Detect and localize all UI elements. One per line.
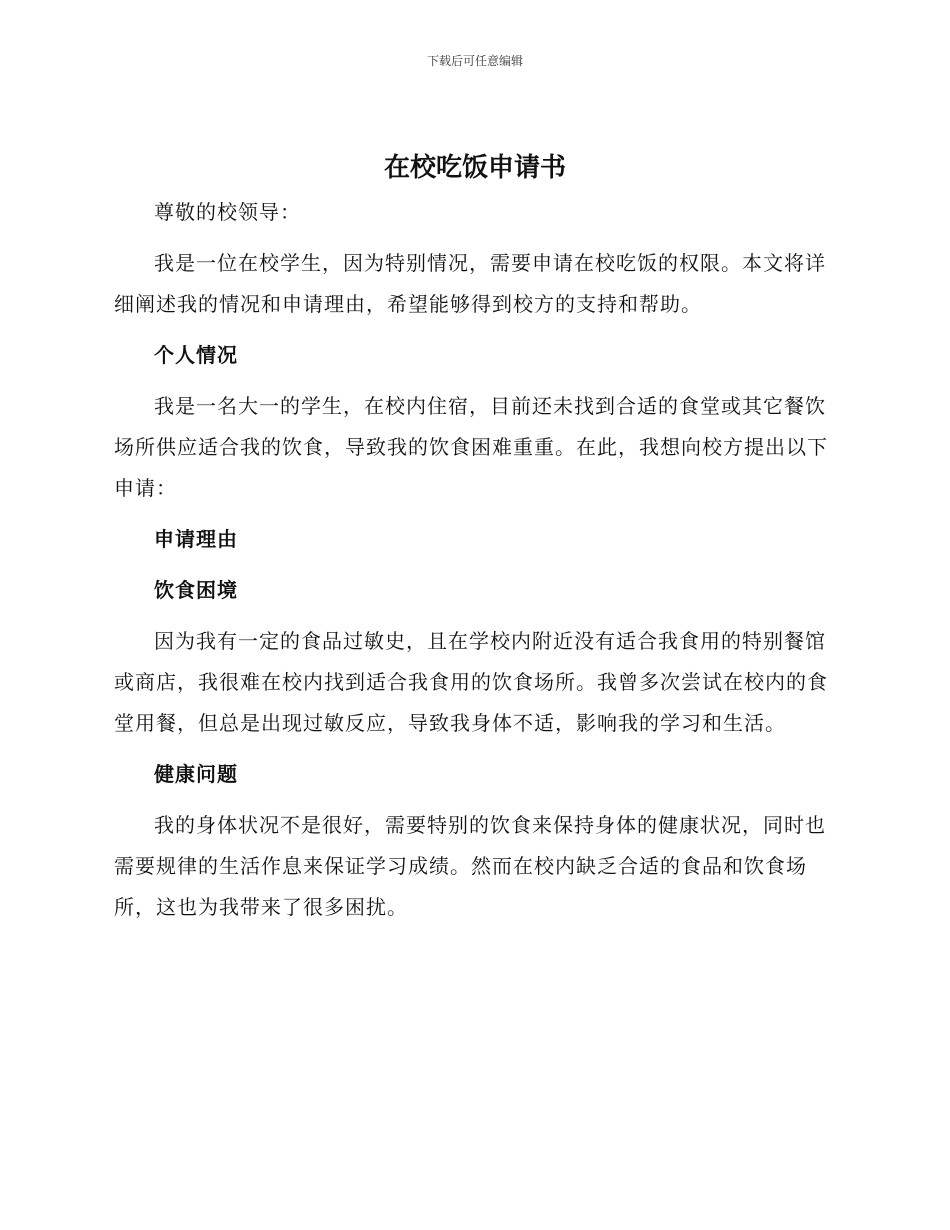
intro-paragraph: 我是一位在校学生，因为特别情况，需要申请在校吃饭的权限。本文将详细阐述我的情况和申请理由，希望能够得到校方的支持和帮助。 <box>114 251 826 316</box>
personal-paragraph: 我是一名大一的学生，在校内住宿，目前还未找到合适的食堂或其它餐饮场所供应适合我的饮食，导致我的饮食困难重重。在此，我想向校方提出以下申请： <box>114 394 828 500</box>
page-header: 下载后可任意编辑 <box>426 54 523 68</box>
section-heading-reasons: 申请理由 <box>154 527 238 551</box>
diet-paragraph: 因为我有一定的食品过敏史，且在学校内附近没有适合我食用的特别餐馆或商店，我很难在校内找到适合我食用的饮食场所。我曾多次尝试在校内的食堂用餐，但总是出现过敏反应，导致我身体不适，影响我的学习和生活。 <box>114 629 828 735</box>
section-heading-health: 健康问题 <box>154 762 238 786</box>
section-heading-personal: 个人情况 <box>154 343 238 367</box>
section-heading-diet: 饮食困境 <box>154 578 238 602</box>
document-body <box>114 192 834 928</box>
health-paragraph: 我的身体状况不是很好，需要特别的饮食来保持身体的健康状况，同时也需要规律的生活作息来保证学习成绩。然而在校内缺乏合适的食品和饮食场所，这也为我带来了很多困扰。 <box>114 813 826 919</box>
document-title: 在校吃饭申请书 <box>383 153 566 183</box>
salutation: 尊敬的校领导： <box>154 200 301 224</box>
